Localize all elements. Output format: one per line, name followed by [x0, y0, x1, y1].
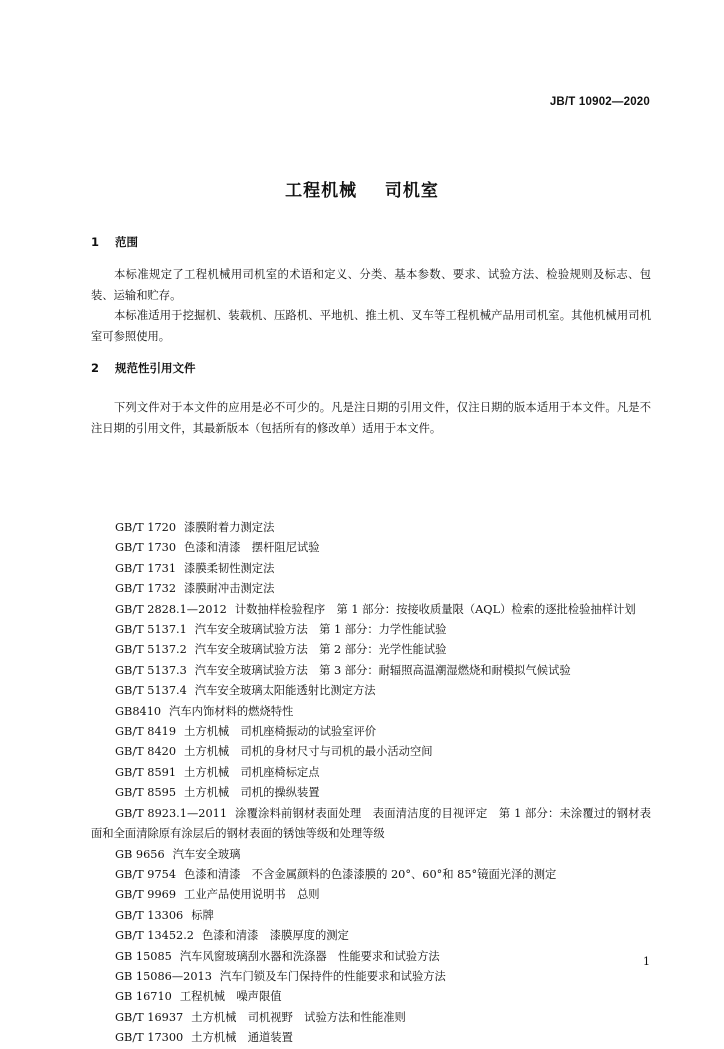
reference-item — [91, 640, 651, 660]
reference-title: 土方机械 司机的身材尺寸与司机的最小活动空间 — [184, 745, 433, 759]
reference-title: 汽车安全玻璃太阳能透射比测定方法 — [194, 684, 376, 698]
reference-item — [91, 804, 651, 845]
reference-number: GB/T 5137.1 — [115, 623, 187, 637]
reference-item — [91, 947, 651, 967]
document-code: JB/T 10902—2020 — [549, 96, 650, 108]
reference-item — [91, 600, 651, 620]
reference-title: 汽车内饰材料的燃烧特性 — [169, 704, 294, 718]
reference-number: GB/T 5137.2 — [115, 643, 187, 657]
reference-title: 汽车风窗玻璃刮水器和洗涤器 性能要求和试验方法 — [179, 949, 440, 963]
reference-item — [91, 783, 651, 803]
reference-number: GB 15086—2013 — [115, 969, 212, 983]
section-heading-scope: 1 范围 — [91, 235, 139, 249]
reference-item — [91, 661, 651, 681]
scope-paragraph-1: 本标准规定了工程机械用司机室的术语和定义、分类、基本参数、要求、试验方法、检验规则及标志、包装、运输和贮存。 — [91, 268, 651, 302]
reference-number: GB/T 8591 — [115, 765, 177, 779]
reference-title: 土方机械 通道装置 — [191, 1031, 293, 1045]
reference-number: GB/T 8923.1—2011 — [115, 806, 228, 820]
reference-item — [91, 926, 651, 946]
reference-item — [91, 1008, 651, 1028]
reference-number: GB/T 13452.2 — [115, 929, 194, 943]
reference-item — [91, 538, 651, 558]
reference-number: GB 15085 — [115, 949, 172, 963]
reference-title: 工业产品使用说明书 总则 — [184, 888, 320, 902]
reference-title: 汽车安全玻璃试验方法 第 3 部分：耐辐照高温潮湿燃烧和耐模拟气候试验 — [194, 663, 571, 677]
reference-number: GB/T 16937 — [115, 1010, 184, 1024]
reference-item — [91, 579, 651, 599]
reference-title: 色漆和清漆 不含金属颜料的色漆漆膜的 20°、60°和 85°镜面光泽的测定 — [184, 867, 557, 881]
reference-title: 工程机械 噪声限值 — [179, 990, 282, 1004]
reference-number: GB 16710 — [115, 990, 172, 1004]
reference-number: GB/T 13306 — [115, 908, 184, 922]
reference-item — [91, 885, 651, 905]
reference-title: 土方机械 司机座椅振动的试验室评价 — [184, 725, 377, 739]
reference-number: GB/T 1731 — [115, 561, 177, 575]
reference-title: 标牌 — [191, 908, 214, 922]
reference-title: 汽车安全玻璃 — [172, 847, 241, 861]
reference-item — [91, 559, 651, 579]
scope-paragraph-2: 本标准适用于挖掘机、装载机、压路机、平地机、推土机、叉车等工程机械产品用司机室。其他机械用司机室可参照使用。 — [91, 309, 651, 343]
reference-number: GB/T 8419 — [115, 725, 177, 739]
reference-title: 漆膜附着力测定法 — [184, 521, 275, 534]
reference-item — [91, 620, 651, 640]
reference-number: GB/T 8420 — [115, 745, 177, 759]
reference-title: 汽车安全玻璃试验方法 第 2 部分：光学性能试验 — [194, 643, 447, 657]
reference-title: 计数抽样检验程序 第 1 部分：按接收质量限（AQL）检索的逐批检验抽样计划 — [234, 602, 636, 616]
reference-item — [91, 722, 651, 742]
reference-number: GB/T 9969 — [115, 888, 177, 902]
reference-number: GB 9656 — [115, 847, 165, 861]
reference-item — [91, 702, 651, 722]
reference-number: GB/T 1732 — [115, 582, 177, 596]
reference-number: GB/T 8595 — [115, 786, 177, 800]
reference-number: GB/T 5137.3 — [115, 663, 187, 677]
page-number: 1 — [643, 955, 650, 968]
reference-title: 土方机械 司机视野 试验方法和性能准则 — [191, 1010, 406, 1024]
reference-title: 漆膜耐冲击测定法 — [184, 582, 275, 596]
reference-item — [91, 865, 651, 885]
reference-number: GB/T 9754 — [115, 867, 177, 881]
reference-title: 土方机械 司机的操纵装置 — [184, 786, 320, 800]
reference-title: 汽车门锁及车门保持件的性能要求和试验方法 — [219, 969, 446, 983]
reference-number: GB/T 5137.4 — [115, 684, 187, 698]
reference-number: GB/T 2828.1—2012 — [115, 602, 227, 616]
section-heading-normative-references: 2 规范性引用文件 — [91, 361, 196, 375]
reference-item — [91, 763, 651, 783]
reference-item — [91, 967, 651, 987]
reference-item — [91, 681, 651, 701]
reference-number: GB/T 1730 — [115, 541, 177, 555]
reference-list — [91, 518, 651, 1049]
reference-title: 漆膜柔韧性测定法 — [184, 561, 275, 575]
document-title: 工程机械 司机室 — [285, 181, 439, 201]
reference-title: 土方机械 司机座椅标定点 — [184, 765, 320, 779]
reference-item — [91, 987, 651, 1007]
references-intro-paragraph: 下列文件对于本文件的应用是必不可少的。凡是注日期的引用文件，仅注日期的版本适用于本文件。凡是不注日期的引用文件，其最新版本（包括所有的修改单）适用于本文件。 — [91, 401, 651, 435]
reference-number: GB/T 1720 — [115, 521, 177, 534]
reference-item — [91, 906, 651, 926]
reference-title: 汽车安全玻璃试验方法 第 1 部分：力学性能试验 — [194, 623, 447, 637]
reference-item — [91, 845, 651, 865]
reference-item — [91, 518, 651, 538]
reference-title: 涂覆涂料前钢材表面处理 表面清洁度的目视评定 第 1 部分：未涂覆过的钢材表面和全面清除原有涂层后的钢材表面的锈蚀等级和处理等级 — [91, 806, 652, 841]
reference-item — [91, 742, 651, 762]
reference-title: 色漆和清漆 摆杆阻尼试验 — [184, 541, 320, 555]
reference-title: 色漆和清漆 漆膜厚度的测定 — [201, 929, 349, 943]
reference-item — [91, 1028, 651, 1048]
reference-number: GB/T 17300 — [115, 1031, 184, 1045]
reference-number: GB8410 — [115, 704, 162, 718]
